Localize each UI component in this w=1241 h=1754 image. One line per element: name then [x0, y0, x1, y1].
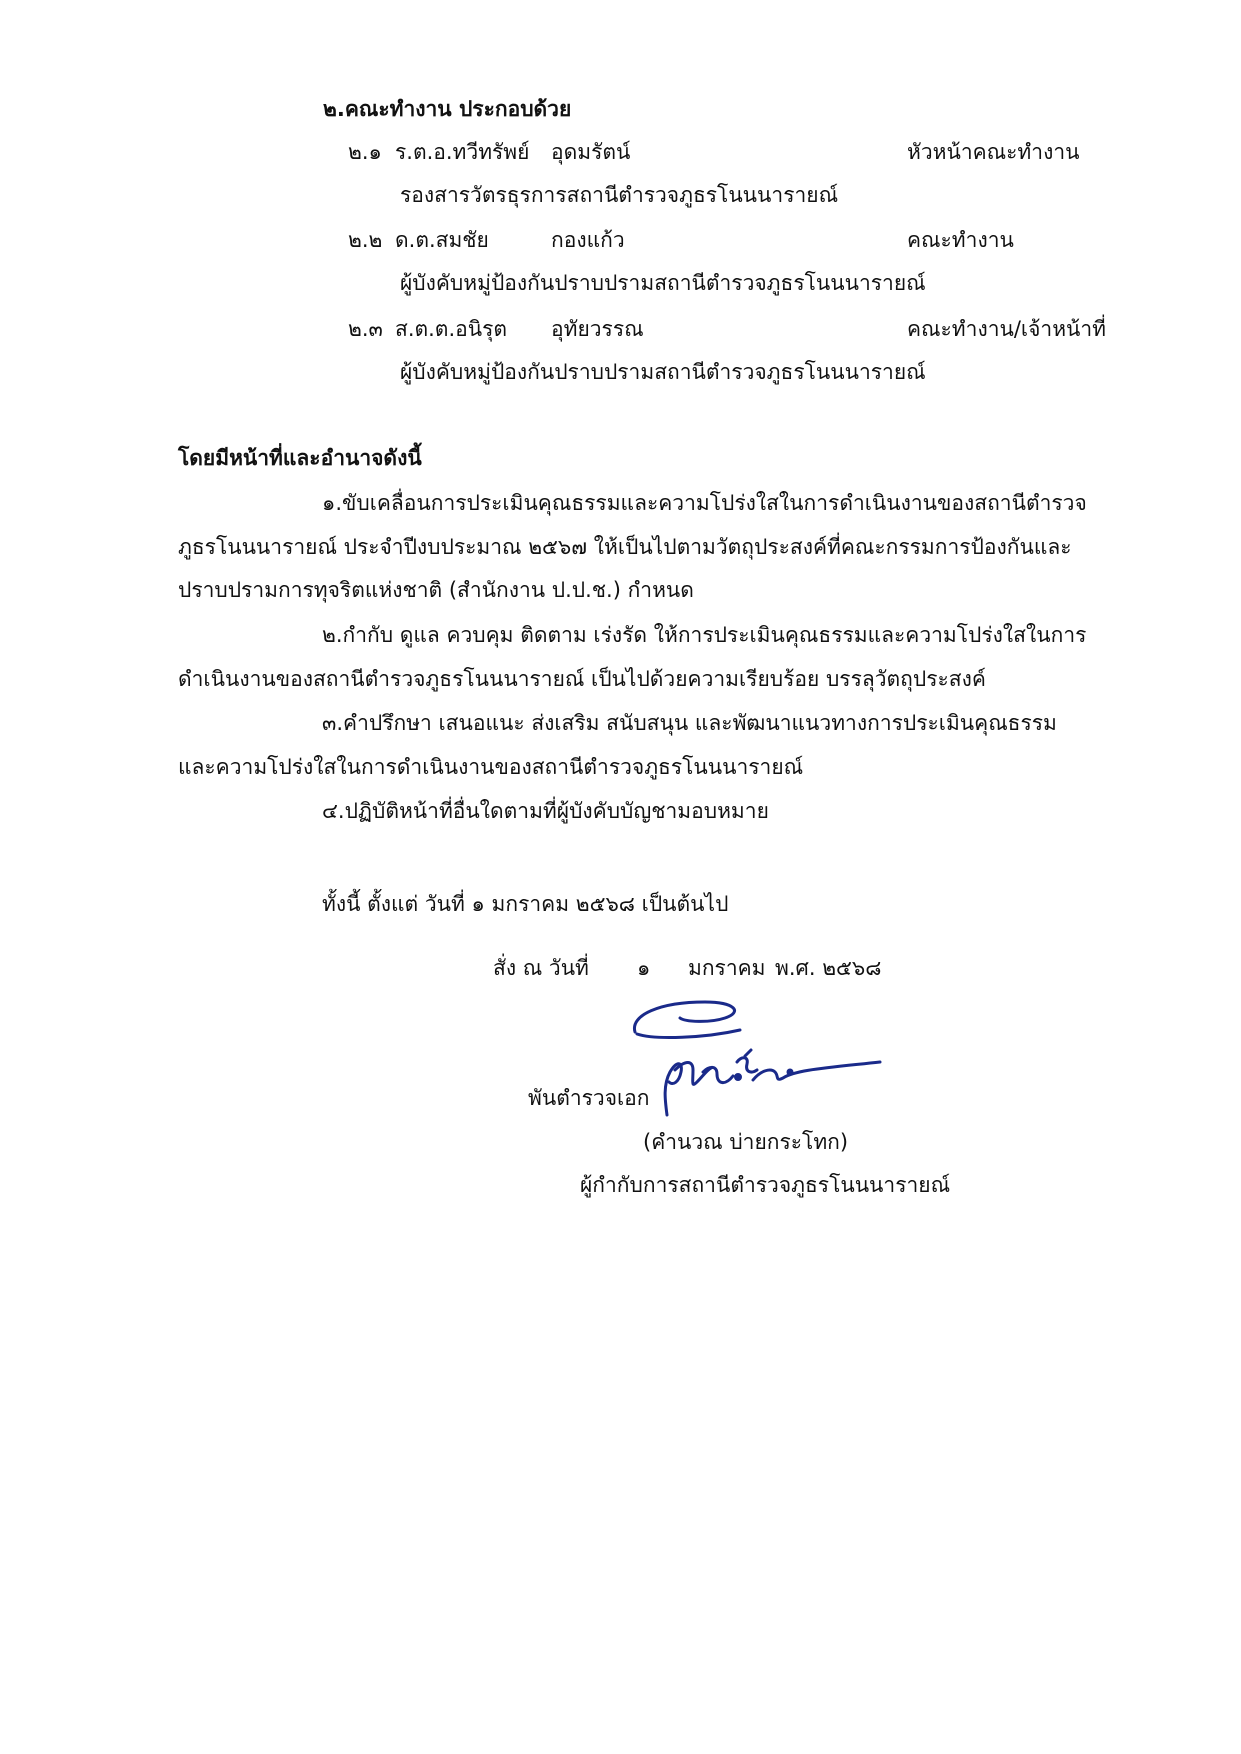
duty-line: ๑.ขับเคลื่อนการประเมินคุณธรรมและความโปร่งใสในการดำเนินงานของสถานีตำรวจ: [322, 491, 1087, 515]
duty-line: ๒.กำกับ ดูแล ควบคุม ติดตาม เร่งรัด ให้การประเมินคุณธรรมและความโปร่งใสในการ: [322, 623, 1087, 647]
member-surname: อุดมรัตน์: [551, 140, 631, 164]
duty-line: ๓.คำปรึกษา เสนอแนะ ส่งเสริม สนับสนุน และพัฒนาแนวทางการประเมินคุณธรรม: [322, 711, 1057, 735]
handwritten-signature: [625, 990, 895, 1120]
order-date-day: ๑: [637, 956, 651, 980]
member-number: ๒.๓: [348, 317, 383, 341]
member-position: ผู้บังคับหมู่ป้องกันปราบปรามสถานีตำรวจภูธรโนนนารายณ์: [400, 271, 926, 295]
signatory-title: ผู้กำกับการสถานีตำรวจภูธรโนนนารายณ์: [580, 1173, 951, 1197]
member-name: ด.ต.สมชัย: [395, 228, 489, 252]
member-role: คณะทำงาน/เจ้าหน้าที่: [907, 317, 1107, 341]
duties-heading: โดยมีหน้าที่และอำนาจดังนี้: [178, 446, 422, 470]
member-role: หัวหน้าคณะทำงาน: [907, 140, 1080, 164]
team-heading: ๒.คณะทำงาน ประกอบด้วย: [323, 97, 572, 121]
member-number: ๒.๒: [348, 228, 383, 252]
duty-line: และความโปร่งใสในการดำเนินงานของสถานีตำรวจภูธรโนนนารายณ์: [178, 755, 804, 779]
signatory-rank: พันตำรวจเอก: [528, 1086, 650, 1110]
effective-date: ทั้งนี้ ตั้งแต่ วันที่ ๑ มกราคม ๒๕๖๘ เป็นต้นไป: [322, 892, 729, 916]
member-surname: อุทัยวรรณ: [551, 317, 644, 341]
member-surname: กองแก้ว: [551, 228, 625, 252]
signatory-name: (คำนวณ บ่ายกระโทก): [643, 1130, 849, 1154]
member-position: รองสารวัตรธุรการสถานีตำรวจภูธรโนนนารายณ์: [400, 183, 839, 207]
order-date-year: พ.ศ. ๒๕๖๘: [775, 956, 882, 980]
duty-line: ภูธรโนนนารายณ์ ประจำปีงบประมาณ ๒๕๖๗ ให้เป็นไปตามวัตถุประสงค์ที่คณะกรรมการป้องกันและ: [178, 535, 1072, 559]
order-date-month: มกราคม: [688, 956, 766, 980]
member-position: ผู้บังคับหมู่ป้องกันปราบปรามสถานีตำรวจภูธรโนนนารายณ์: [400, 360, 926, 384]
member-name: ร.ต.อ.ทวีทรัพย์: [395, 140, 530, 164]
duty-line: ๔.ปฏิบัติหน้าที่อื่นใดตามที่ผู้บังคับบัญชามอบหมาย: [322, 799, 769, 823]
member-name: ส.ต.ต.อนิรุต: [395, 317, 508, 341]
member-number: ๒.๑: [348, 140, 382, 164]
duty-line: ปราบปรามการทุจริตแห่งชาติ (สำนักงาน ป.ป.ช.) กำหนด: [178, 578, 694, 602]
order-date-prefix: สั่ง ณ วันที่: [493, 956, 589, 980]
member-role: คณะทำงาน: [907, 228, 1014, 252]
duty-line: ดำเนินงานของสถานีตำรวจภูธรโนนนารายณ์ เป็นไปด้วยความเรียบร้อย บรรลุวัตถุประสงค์: [178, 667, 986, 691]
